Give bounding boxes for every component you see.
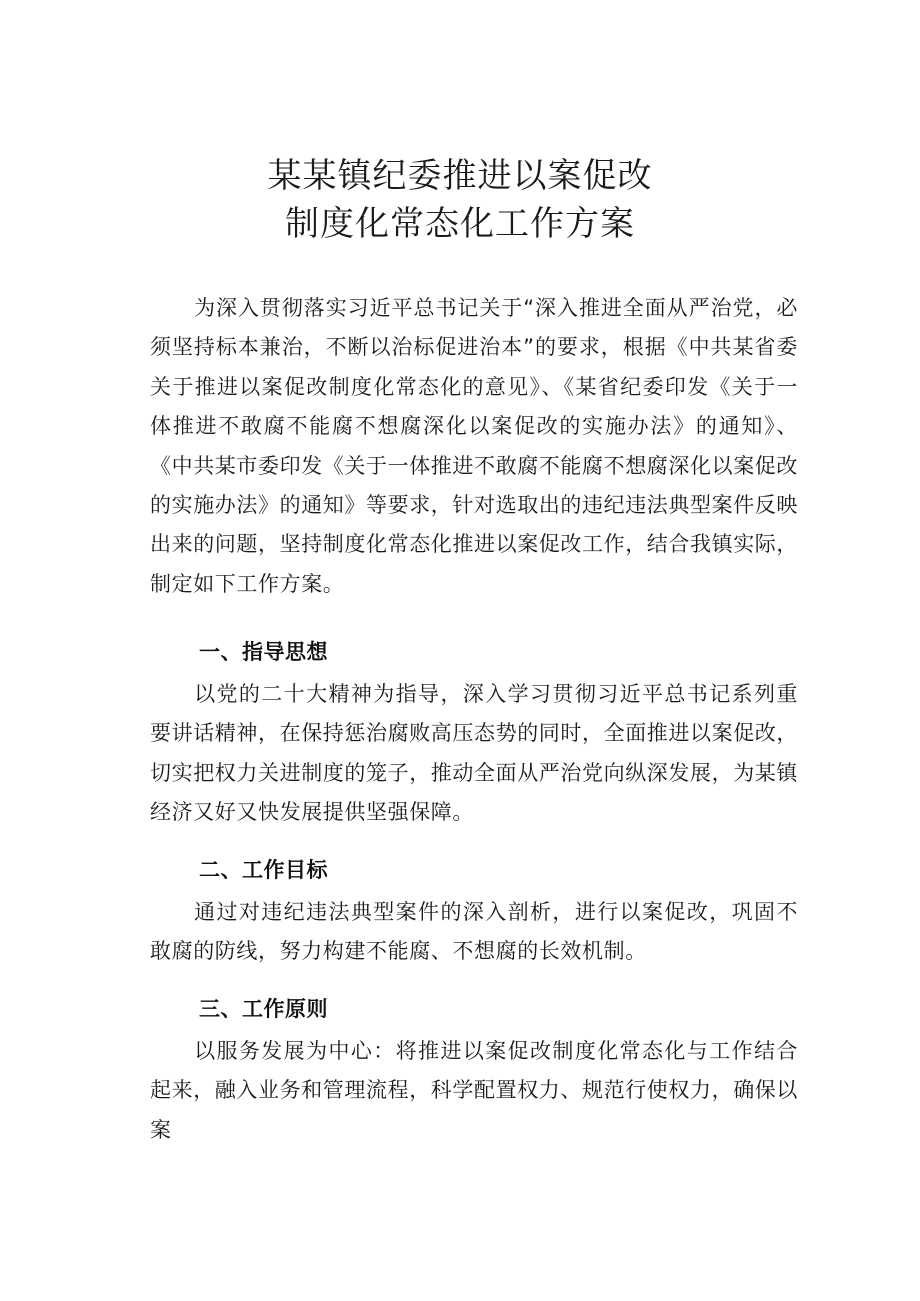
section-paragraph-guiding-ideology: 以党的二十大精神为指导，深入学习贯彻习近平总书记系列重要讲话精神，在保持惩治腐败高压态势的同时，全面推进以案促改，切实把权力关进制度的笼子，推动全面从严治党向纵深发展，为某镇经济又好又快发展提供坚强保障。 [150, 682, 798, 825]
document-title [0, 152, 920, 248]
intro-paragraph: 为深入贯彻落实习近平总书记关于“深入推进全面从严治党，必须坚持标本兼治，不断以治标促进治本”的要求，根据《中共某省委关于推进以案促改制度化常态化的意见》、《某省纪委印发《关于一体推进不敢腐不能腐不想腐深化以案促改的实施办法》的通知》、《中共某市委印发《关于一体推进不敢腐不能腐不想腐深化以案促改的实施办法》的通知》等要求，针对选取出的违纪违法典型案件反映出来的问题，坚持制度化常态化推进以案促改工作，结合我镇实际，制定如下工作方案。 [150, 296, 798, 596]
title-line-2: 制度化常态化工作方案 [285, 204, 635, 244]
section-heading-guiding-ideology: 一、指导思想 [199, 640, 328, 664]
section-paragraph-work-principles: 以服务发展为中心：将推进以案促改制度化常态化与工作结合起来，融入业务和管理流程，科学配置权力、规范行使权力，确保以案 [150, 1039, 798, 1142]
title-line-1: 某某镇纪委推进以案促改 [267, 156, 653, 196]
section-heading-work-principles: 三、工作原则 [199, 997, 328, 1021]
section-heading-work-goals: 二、工作目标 [199, 858, 328, 882]
section-paragraph-work-goals: 通过对违纪违法典型案件的深入剖析，进行以案促改，巩固不敢腐的防线，努力构建不能腐、不想腐的长效机制。 [150, 900, 798, 964]
